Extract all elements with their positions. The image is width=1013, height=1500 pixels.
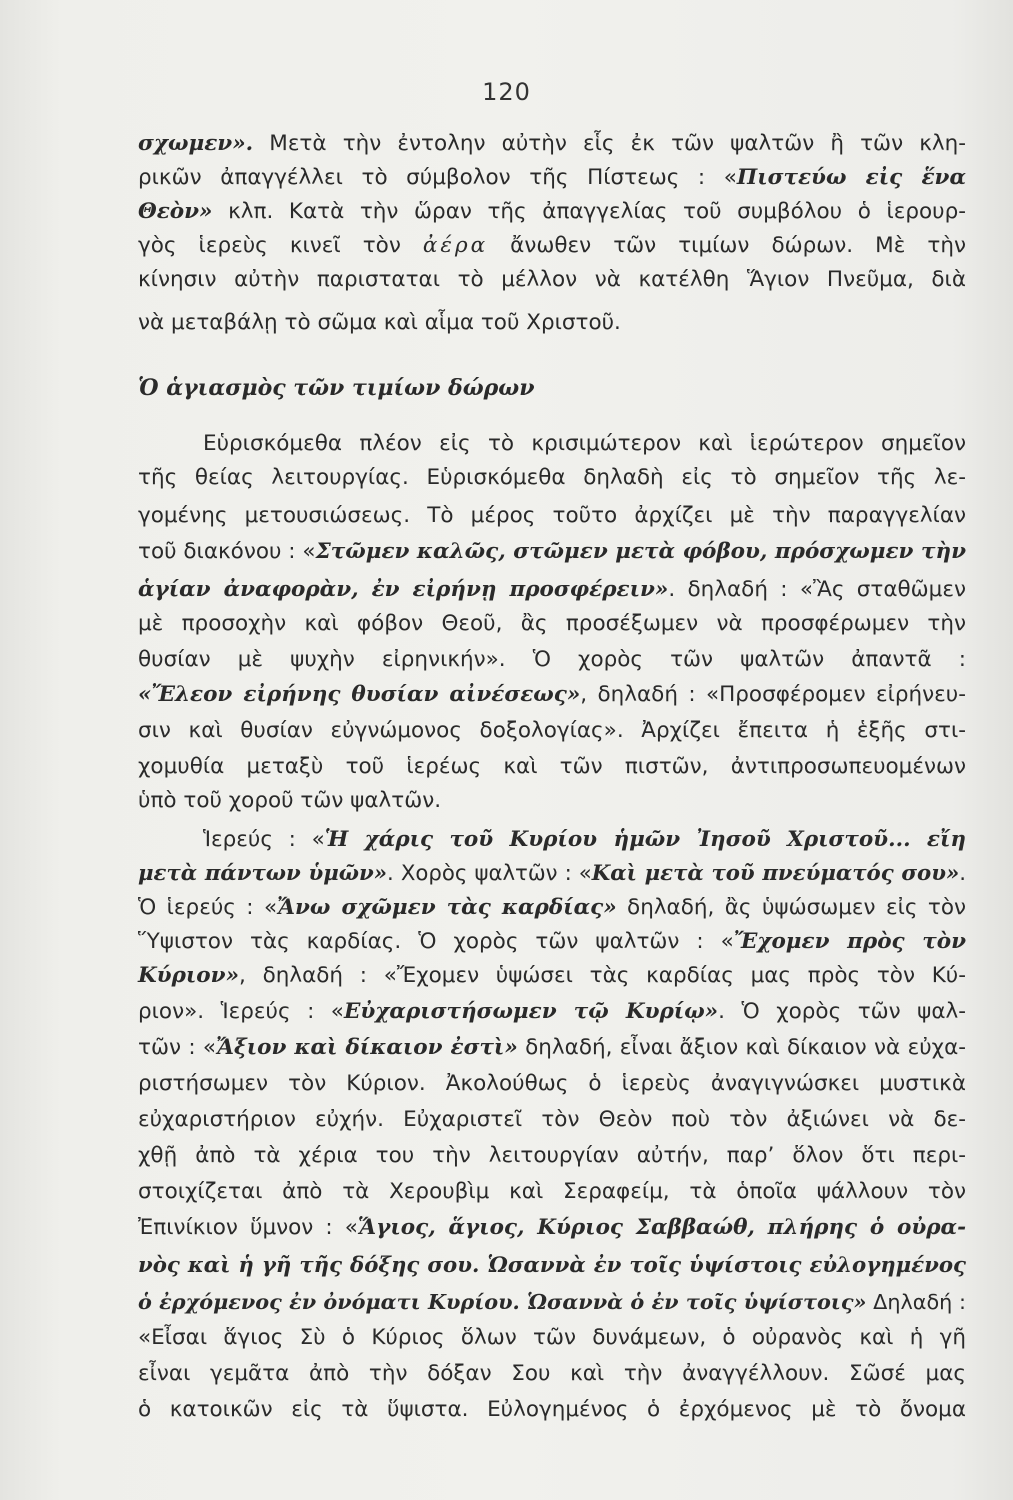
text-line: γὸς ἱερεὺς κινεῖ τὸν ἀέρα ἄνωθεν τῶν τιμίων δώρων. Μὲ τὴν (138, 233, 966, 258)
italic-phrase: Θεὸν» (138, 199, 213, 224)
italic-phrase: «Ἔλεον εἰρήνης θυσίαν αἰνέσεως» (138, 682, 581, 707)
text-line: σχωμεν». Μετὰ τὴν ἐντολην αὐτὴν εἷς ἐκ τῶν ψαλτῶν ἢ τῶν κλη- (138, 131, 966, 156)
text-line: Ἐπινίκιον ὕμνον : «Ἅγιος, ἅγιος, Κύριος Σαββαώθ, πλήρης ὁ οὐρα- (138, 1215, 967, 1240)
italic-phrase: μετὰ πάντων ὑμῶν» (138, 861, 388, 886)
section-heading: Ὁ ἁγιασμὸς τῶν τιμίων δώρων (138, 375, 535, 401)
text-line: μετὰ πάντων ὑμῶν». Χορὸς ψαλτῶν : «Καὶ μετὰ τοῦ πνεύματός σου». (138, 861, 966, 886)
text-line: τῶν : «Ἄξιον καὶ δίκαιον ἐστὶ» δηλαδή, εἶναι ἄξιον καὶ δίκαιον νὰ εὐχα- (138, 1035, 966, 1060)
text-line: «Ἔλεον εἰρήνης θυσίαν αἰνέσεως», δηλαδή : «Προσφέρομεν εἰρήνευ- (138, 682, 966, 707)
italic-phrase: Κύριον» (138, 963, 240, 988)
italic-phrase: Ἄξιον καὶ δίκαιον ἐστὶ» (216, 1035, 518, 1060)
text-line (138, 1249, 966, 1283)
page-number: 120 (482, 78, 531, 106)
text-line: τοῦ διακόνου : «Στῶμεν καλῶς, στῶμεν μετὰ φόβου, πρόσχωμεν τὴν (138, 539, 966, 564)
text-line: Ὕψιστον τὰς καρδίας. Ὁ χορὸς τῶν ψαλτῶν : «Ἔχομεν πρὸς τὸν (138, 929, 967, 954)
italic-phrase: Πιστεύω εἰς ἕνα (736, 165, 967, 190)
text-line: χθῇ ἀπὸ τὰ χέρια του τὴν λειτουργίαν αὐτήν, παρ’ ὅλον ὅτι περι- (138, 1143, 966, 1168)
text-line: ρικῶν ἀπαγγέλλει τὸ σύμβολον τῆς Πίστεως : «Πιστεύω εἰς ἕνα (138, 165, 967, 190)
text-line: τῆς θείας λειτουργίας. Εὑρισκόμεθα δηλαδὴ εἰς τὸ σημεῖον τῆς λε- (138, 465, 966, 490)
text-line: ὑπὸ τοῦ χοροῦ τῶν ψαλτῶν. (138, 788, 442, 813)
text-line: Ὁ ἱερεύς : «Ἄνω σχῶμεν τὰς καρδίας» δηλαδή, ἂς ὑψώσωμεν εἰς τὸν (138, 895, 966, 920)
text-line: κίνησιν αὐτὴν παρισταται τὸ μέλλον νὰ κατέλθη Ἅγιον Πνεῦμα, διὰ (138, 267, 966, 292)
italic-phrase: ἁγίαν ἀναφορὰν, ἐν εἰρήνῃ προσφέρειν» (138, 577, 669, 602)
text-line: ριστήσωμεν τὸν Κύριον. Ἀκολούθως ὁ ἱερεὺς ἀναγιγνώσκει μυστικὰ (138, 1071, 966, 1096)
text-line: γομένης μετουσιώσεως. Τὸ μέρος τοῦτο ἀρχίζει μὲ τὴν παραγγελίαν (138, 503, 966, 528)
text-line: εὐχαριστήριον εὐχήν. Εὐχαριστεῖ τὸν Θεὸν ποὺ τὸν ἀξιώνει νὰ δε- (138, 1107, 966, 1132)
text-line: νὰ μεταβάλῃ τὸ σῶμα καὶ αἷμα τοῦ Χριστοῦ. (138, 310, 621, 335)
text-line: «Εἶσαι ἅγιος Σὺ ὁ Κύριος ὅλων τῶν δυνάμεων, ὁ οὐρανὸς καὶ ἡ γῆ (138, 1325, 966, 1350)
italic-phrase: Στῶμεν καλῶς, στῶμεν μετὰ φόβου, πρόσχωμεν τὴν (315, 539, 966, 564)
text-line: σιν καὶ θυσίαν εὐγνώμονος δοξολογίας». Ἀρχίζει ἔπειτα ἡ ἑξῆς στι- (138, 718, 966, 743)
italic-phrase: Ἔχομεν πρὸς τὸν (733, 929, 967, 954)
text-line: ἁγίαν ἀναφορὰν, ἐν εἰρήνῃ προσφέρειν». δηλαδή : «Ἂς σταθῶμεν (138, 577, 966, 602)
text-line: Κύριον», δηλαδή : «Ἔχομεν ὑψώσει τὰς καρδίας μας πρὸς τὸν Κύ- (138, 963, 966, 988)
text-line: Ἱερεύς : «Ἡ χάρις τοῦ Κυρίου ἡμῶν Ἰησοῦ Χριστοῦ... εἴη (203, 827, 967, 852)
italic-phrase: ἀέρα (422, 233, 489, 258)
text-line: ὁ κατοικῶν εἰς τὰ ὕψιστα. Εὐλογημένος ὁ ἐρχόμενος μὲ τὸ ὄνομα (138, 1397, 966, 1422)
text-line: ριον». Ἱερεύς : «Εὐχαριστήσωμεν τῷ Κυρίῳ». Ὁ χορὸς τῶν ψαλ- (138, 999, 966, 1024)
italic-phrase: ὁ ἐρχόμενος ἐν ὀνόματι Κυρίου. Ὡσαννὰ ὁ ἐν τοῖς ὑψίστοις» (138, 1290, 867, 1314)
text-line: μὲ προσοχὴν καὶ φόβον Θεοῦ, ἂς προσέξωμεν νὰ προσφέρωμεν τὴν (138, 611, 966, 636)
text-line: στοιχίζεται ἀπὸ τὰ Χερουβὶμ καὶ Σεραφείμ, τὰ ὁποῖα ψάλλουν τὸν (138, 1179, 966, 1204)
italic-phrase: Ἄνω σχῶμεν τὰς καρδίας» (277, 895, 617, 920)
text-line: ὁ ἐρχόμενος ἐν ὀνόματι Κυρίου. Ὡσαννὰ ὁ ἐν τοῖς ὑψίστοις» Δηλαδή : (138, 1290, 966, 1314)
italic-phrase: σχωμεν». (138, 131, 254, 156)
text-line: Εὑρισκόμεθα πλέον εἰς τὸ κρισιμώτερον καὶ ἱερώτερον σημεῖον (203, 431, 966, 456)
text-line: Θεὸν» κλπ. Κατὰ τὴν ὥραν τῆς ἀπαγγελίας τοῦ συμβόλου ὁ ἱερουρ- (138, 199, 966, 224)
text-line: θυσίαν μὲ ψυχὴν εἰρηνικήν». Ὁ χορὸς τῶν ψαλτῶν ἀπαντᾶ : (138, 647, 966, 672)
italic-phrase: Εὐχαριστήσωμεν τῷ Κυρίῳ» (343, 999, 719, 1024)
text-line: χομυθία μεταξὺ τοῦ ἱερέως καὶ τῶν πιστῶν, ἀντιπροσωπευομένων (138, 754, 966, 779)
italic-phrase: νὸς καὶ ἡ γῆ τῆς δόξης σου. Ὡσαννὰ ἐν τοῖς ὑψίστοις εὐλογημένος (138, 1253, 966, 1278)
italic-phrase: Ἡ χάρις τοῦ Κυρίου ἡμῶν Ἰησοῦ Χριστοῦ... εἴη (324, 827, 967, 852)
italic-phrase: Καὶ μετὰ τοῦ πνεύματός σου» (591, 861, 960, 886)
text-line: εἶναι γεμᾶτα ἀπὸ τὴν δόξαν Σου καὶ τὴν ἀναγγέλλουν. Σῶσέ μας (138, 1361, 966, 1386)
italic-phrase: Ἅγιος, ἅγιος, Κύριος Σαββαώθ, πλήρης ὁ οὐρα- (357, 1215, 967, 1240)
